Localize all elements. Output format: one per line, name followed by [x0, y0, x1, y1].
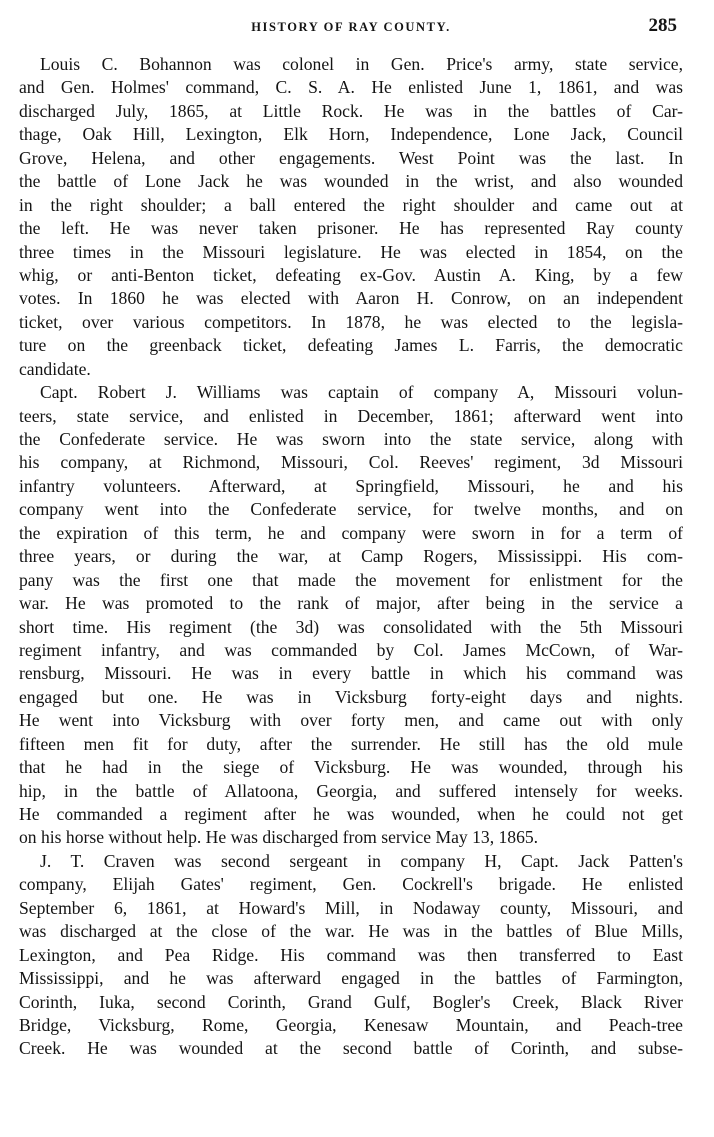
text-line: Capt. Robert J. Williams was captain of company A, Missouri volun- [40, 382, 683, 403]
text-line: infantry volunteers. Afterward, at Springfield, Missouri, he and his [19, 475, 683, 496]
text-line: three times in the Missouri legislature. He was elected in 1854, on the [19, 241, 683, 262]
paragraph [19, 381, 683, 850]
text-line: regiment infantry, and was commanded by Col. James McCown, of War- [19, 639, 683, 660]
text-line: rensburg, Missouri. He was in every battle in which his command was [19, 663, 683, 684]
text-line: his company, at Richmond, Missouri, Col. Reeves' regiment, 3d Missouri [19, 452, 683, 473]
text-line: engaged but one. He was in Vicksburg forty-eight days and nights. [19, 686, 683, 707]
text-line: Louis C. Bohannon was colonel in Gen. Price's army, state service, [40, 54, 683, 74]
text-line: in the right shoulder; a ball entered the right shoulder and came out at [19, 194, 683, 215]
text-line: He went into Vicksburg with over forty men, and came out with only [19, 710, 683, 731]
text-line: thage, Oak Hill, Lexington, Elk Horn, Independence, Lone Jack, Council [19, 124, 683, 145]
paragraph [19, 53, 683, 381]
text-line: Lexington, and Pea Ridge. His command was then transferred to East [19, 944, 683, 965]
text-line: short time. His regiment (the 3d) was consolidated with the 5th Missouri [19, 616, 683, 637]
page-number: 285 [648, 15, 677, 36]
text-line: company went into the Confederate service, for twelve months, and on [19, 499, 683, 520]
text-line: that he had in the siege of Vicksburg. He was wounded, through his [19, 757, 683, 778]
text-line: whig, or anti-Benton ticket, defeating ex-Gov. Austin A. King, by a few [19, 264, 683, 285]
text-line: candidate. [19, 358, 91, 379]
text-line: Grove, Helena, and other engagements. West Point was the last. In [19, 147, 683, 168]
text-line: teers, state service, and enlisted in December, 1861; afterward went into [19, 405, 683, 426]
text-line: the Confederate service. He was sworn into the state service, along with [19, 429, 683, 449]
text-line: discharged July, 1865, at Little Rock. He was in the battles of Car- [19, 100, 683, 121]
running-title: HISTORY OF RAY COUNTY. [251, 20, 451, 34]
book-page [19, 0, 683, 1137]
text-line: Bridge, Vicksburg, Rome, Georgia, Kenesaw Mountain, and Peach-tree [19, 1014, 683, 1035]
text-line: war. He was promoted to the rank of major, after being in the service a [19, 593, 683, 614]
text-line: He commanded a regiment after he was wounded, when he could not get [19, 804, 683, 824]
running-head [19, 14, 683, 38]
text-line: votes. In 1860 he was elected with Aaron H. Conrow, on an independent [19, 288, 683, 309]
text-line: September 6, 1861, at Howard's Mill, in Nodaway county, Missouri, and [19, 897, 683, 918]
text-line: ture on the greenback ticket, defeating James L. Farris, the democratic [19, 335, 683, 356]
text-line: J. T. Craven was second sergeant in company H, Capt. Jack Patten's [40, 850, 683, 871]
text-line: the battle of Lone Jack he was wounded in the wrist, and also wounded [19, 171, 683, 192]
text-line: Creek. He was wounded at the second battle of Corinth, and subse- [19, 1038, 683, 1059]
text-line: on his horse without help. He was discharged from service May 13, 1865. [19, 827, 539, 848]
text-line: and Gen. Holmes' command, C. S. A. He enlisted June 1, 1861, and was [19, 77, 683, 98]
text-line: pany was the first one that made the movement for enlistment for the [19, 569, 683, 590]
text-line: fifteen men fit for duty, after the surrender. He still has the old mule [19, 733, 683, 754]
text-line: ticket, over various competitors. In 1878, he was elected to the legisla- [19, 311, 683, 332]
text-line: the left. He was never taken prisoner. He has represented Ray county [19, 218, 683, 239]
paragraph [19, 850, 683, 1061]
text-line: hip, in the battle of Allatoona, Georgia, and suffered intensely for weeks. [19, 780, 683, 801]
text-line: company, Elijah Gates' regiment, Gen. Cockrell's brigade. He enlisted [19, 874, 683, 895]
text-line: Mississippi, and he was afterward engaged in the battles of Farmington, [19, 968, 683, 989]
text-line: Corinth, Iuka, second Corinth, Grand Gulf, Bogler's Creek, Black River [19, 991, 683, 1012]
text-line: was discharged at the close of the war. He was in the battles of Blue Mills, [19, 921, 683, 942]
body-text [19, 53, 683, 1061]
text-line: the expiration of this term, he and company were sworn in for a term of [19, 522, 683, 543]
text-line: three years, or during the war, at Camp Rogers, Mississippi. His com- [19, 546, 683, 567]
